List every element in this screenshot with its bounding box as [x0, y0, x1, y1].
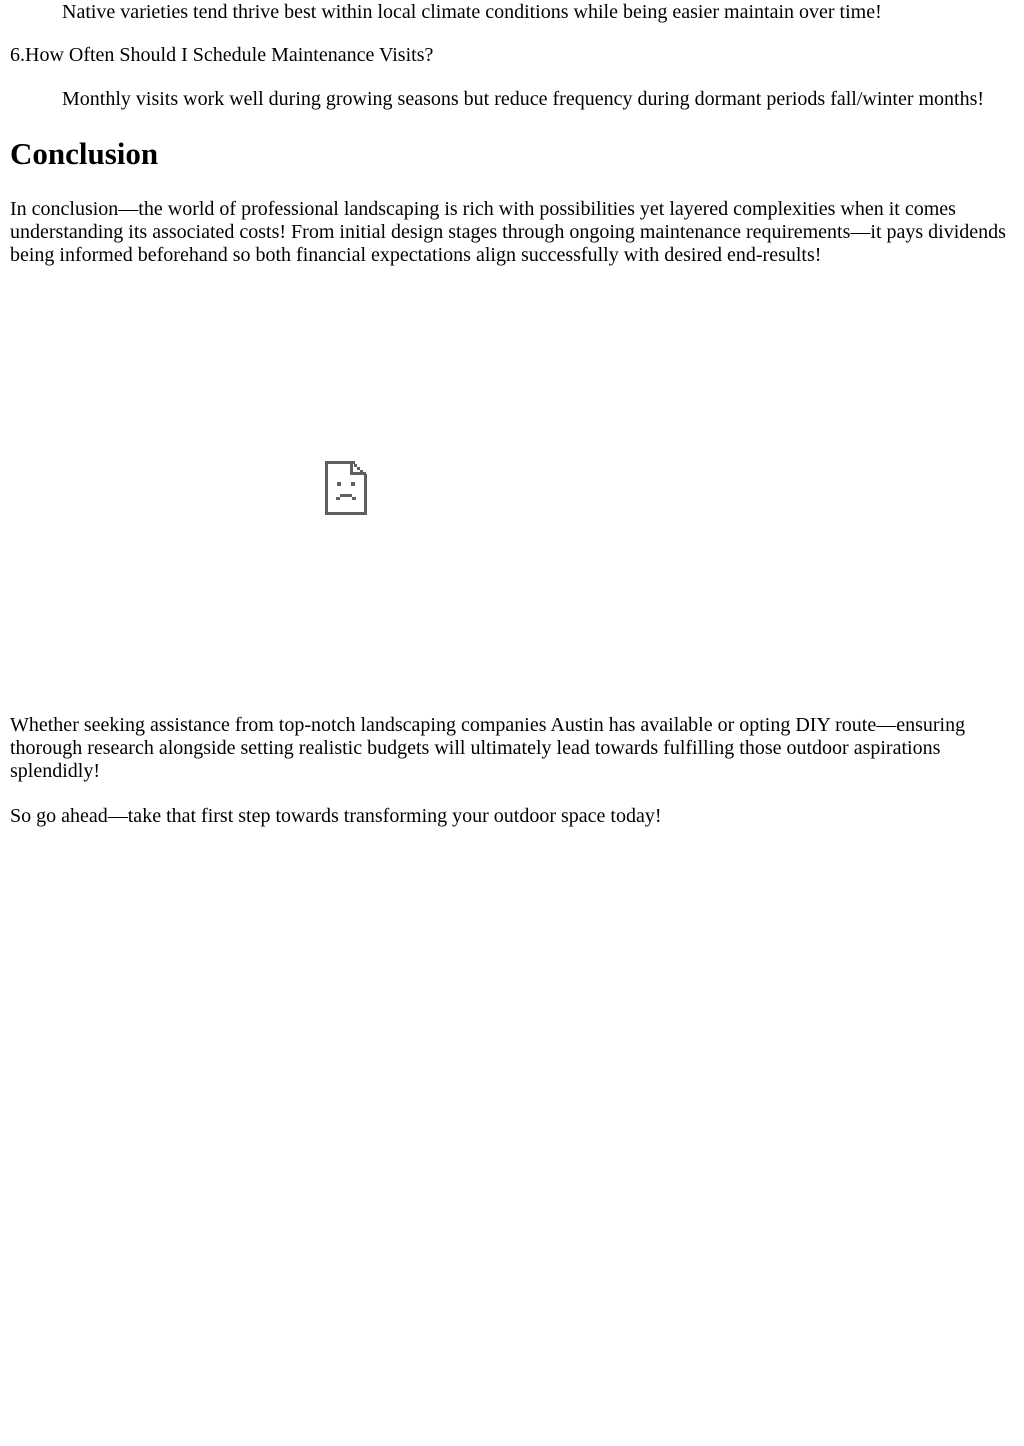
conclusion-paragraph-1: In conclusion—the world of professional landscaping is rich with possibilities yet layered complexities when it comes understanding its associated costs! From initial design stages through ongoing maintenance requirements—it pays dividends being informed beforehand so both financial expectations align successfully with desired end-results! [10, 198, 1006, 266]
faq-answer-5: Native varieties tend thrive best within local climate conditions while being easier maintain over time! [62, 1, 882, 23]
conclusion-paragraph-2: Whether seeking assistance from top-notch landscaping companies Austin has available or opting DIY route—ensuring thorough research alongside setting realistic budgets will ultimately lead towards fulfilling those outdoor aspirations splendidly! [10, 714, 966, 782]
conclusion-paragraph-3: So go ahead—take that first step towards transforming your outdoor space today! [10, 805, 662, 827]
broken-page-icon [324, 460, 368, 516]
conclusion-heading: Conclusion [10, 136, 159, 171]
faq-question-6: 6.How Often Should I Schedule Maintenance Visits? [10, 44, 434, 66]
faq-answer-6: Monthly visits work well during growing seasons but reduce frequency during dormant periods fall/winter months! [62, 88, 985, 110]
